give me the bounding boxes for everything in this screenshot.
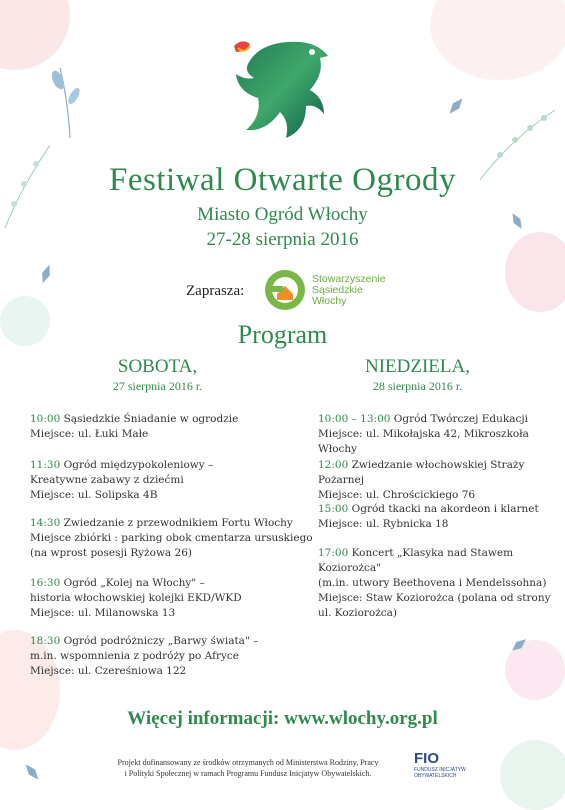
program-event: [30, 516, 313, 561]
event-line: [30, 412, 238, 427]
event-text: Miejsce: ul. Solipska 4B: [30, 489, 158, 501]
event-time: 16:30: [30, 577, 61, 589]
event-time: 10:00: [30, 413, 61, 425]
event-text: Ogród tkacki na akordeon i klarnet: [351, 503, 539, 515]
event-line: [30, 473, 213, 488]
program-event: [30, 458, 213, 503]
saturday-date: 27 sierpnia 2016 r.: [112, 379, 203, 393]
place-subtitle: Miasto Ogród Włochy: [197, 204, 368, 225]
sunday-header: [330, 356, 505, 394]
event-text: Kreatywne zabawy z dziećmi: [30, 474, 184, 486]
event-text: Ogród Twórczej Edukacji: [393, 413, 528, 425]
program-event: [318, 412, 565, 457]
leaf-icon: [444, 94, 468, 118]
event-line: [318, 502, 539, 517]
program-heading: Program: [237, 320, 328, 349]
program-event: [30, 634, 258, 679]
event-text: Miejsce: ul. Chrościckiego 76: [318, 489, 476, 501]
event-text: Zwiedzanie włochowskiej Straży Pożarnej: [318, 459, 525, 486]
event-text: Miejsce: ul. Rybnicka 18: [318, 518, 449, 530]
event-line: [30, 427, 238, 442]
program-event: [318, 458, 565, 503]
saturday-day: SOBOTA,: [117, 356, 198, 377]
event-line: [30, 634, 258, 649]
program-event: [30, 576, 242, 621]
event-text: Miejsce: ul. Łuki Małe: [30, 428, 149, 440]
event-line: [30, 531, 313, 546]
event-line: [318, 488, 565, 503]
event-line: [30, 458, 213, 473]
event-line: [30, 606, 242, 621]
event-line: [318, 576, 565, 591]
event-text: historia włochowskiej kolejki EKD/WKD: [30, 592, 242, 604]
event-text: Miejsce zbiórki : parking obok cmentarza ursuskiego: [30, 532, 313, 544]
invite-label: Zaprasza:: [186, 283, 245, 299]
sunday-day: NIEDZIELA,: [365, 356, 470, 377]
program-event: [30, 412, 238, 442]
event-line: [30, 546, 313, 561]
event-text: m.in. wspomnienia z podróży po Afryce: [30, 650, 240, 662]
event-text: Koncert „Klasyka nad Stawem Koziorożca": [318, 547, 514, 574]
event-line: [318, 606, 565, 621]
event-text: Miejsce: Staw Koziorożca (polana od strony: [318, 592, 551, 604]
event-line: [30, 649, 258, 664]
sunday-date: 28 sierpnia 2016 r.: [372, 379, 463, 393]
leaf-icon: [20, 760, 44, 784]
event-time: 12:00: [318, 459, 349, 471]
date-subtitle: 27-28 sierpnia 2016: [206, 229, 359, 250]
association-name: Stowarzyszenie Sąsiedzkie Włochy: [312, 273, 386, 307]
event-text: (na wprost posesji Ryżowa 26): [30, 547, 192, 559]
event-text: Miejsce: ul. Czereśniowa 122: [30, 665, 187, 677]
event-text: Zwiedzanie z przewodnikiem Fortu Włochy: [63, 517, 293, 529]
saturday-header: [70, 356, 245, 394]
event-text: Ogród „Kolej na Włochy" –: [63, 577, 205, 589]
event-time: 17:00: [318, 547, 349, 559]
decorative-flower: [430, 0, 565, 80]
more-info-link[interactable]: Więcej informacji: www.wlochy.org.pl: [127, 708, 438, 729]
page-title: Festiwal Otwarte Ogrody: [109, 162, 456, 198]
leaf-icon: [508, 634, 530, 656]
fio-logo: FIO FUNDUSZ INICJATYW OBYWATELSKICH: [414, 750, 466, 779]
event-line: [318, 517, 539, 532]
event-time: 14:30: [30, 517, 61, 529]
event-line: [318, 591, 565, 606]
event-line: [30, 576, 242, 591]
event-text: Ogród międzypokoleniowy –: [63, 459, 214, 471]
event-time: 15:00: [318, 503, 349, 515]
event-text: Miejsce: ul. Milanowska 13: [30, 607, 176, 619]
event-time: 11:30: [30, 459, 61, 471]
funding-note: Projekt dofinansowany ze środków otrzymanych od Ministerstwa Rodziny, Pracy i Polityki Społecznej w ramach Programu Fundusz Inicjatyw Obywatelskich.: [117, 758, 379, 778]
event-line: [30, 516, 313, 531]
association-logo-icon: [263, 268, 307, 312]
event-text: Ogród podróżniczy „Barwy świata" –: [63, 635, 259, 647]
event-line: [318, 427, 565, 457]
program-event: [318, 502, 539, 532]
leaf-icon: [34, 262, 58, 286]
event-line: [30, 488, 213, 503]
event-text: (m.in. utwory Beethovena i Mendelssohna): [318, 577, 547, 589]
event-line: [318, 412, 565, 427]
event-line: [318, 458, 565, 488]
event-text: ul. Koziorożca): [318, 607, 398, 619]
festival-bird-logo-icon: [228, 34, 338, 140]
program-event: [318, 546, 565, 621]
event-line: [30, 591, 242, 606]
leaf-sprig-icon: [40, 60, 100, 140]
event-text: Miejsce: ul. Mikołajska 42, Mikroszkoła Włochy: [318, 428, 529, 455]
event-line: [30, 664, 258, 679]
event-time: 18:30: [30, 635, 61, 647]
event-text: Sąsiedzkie Śniadanie w ogrodzie: [63, 413, 239, 425]
event-time: 10:00 – 13:00: [318, 413, 391, 425]
event-line: [318, 546, 565, 576]
